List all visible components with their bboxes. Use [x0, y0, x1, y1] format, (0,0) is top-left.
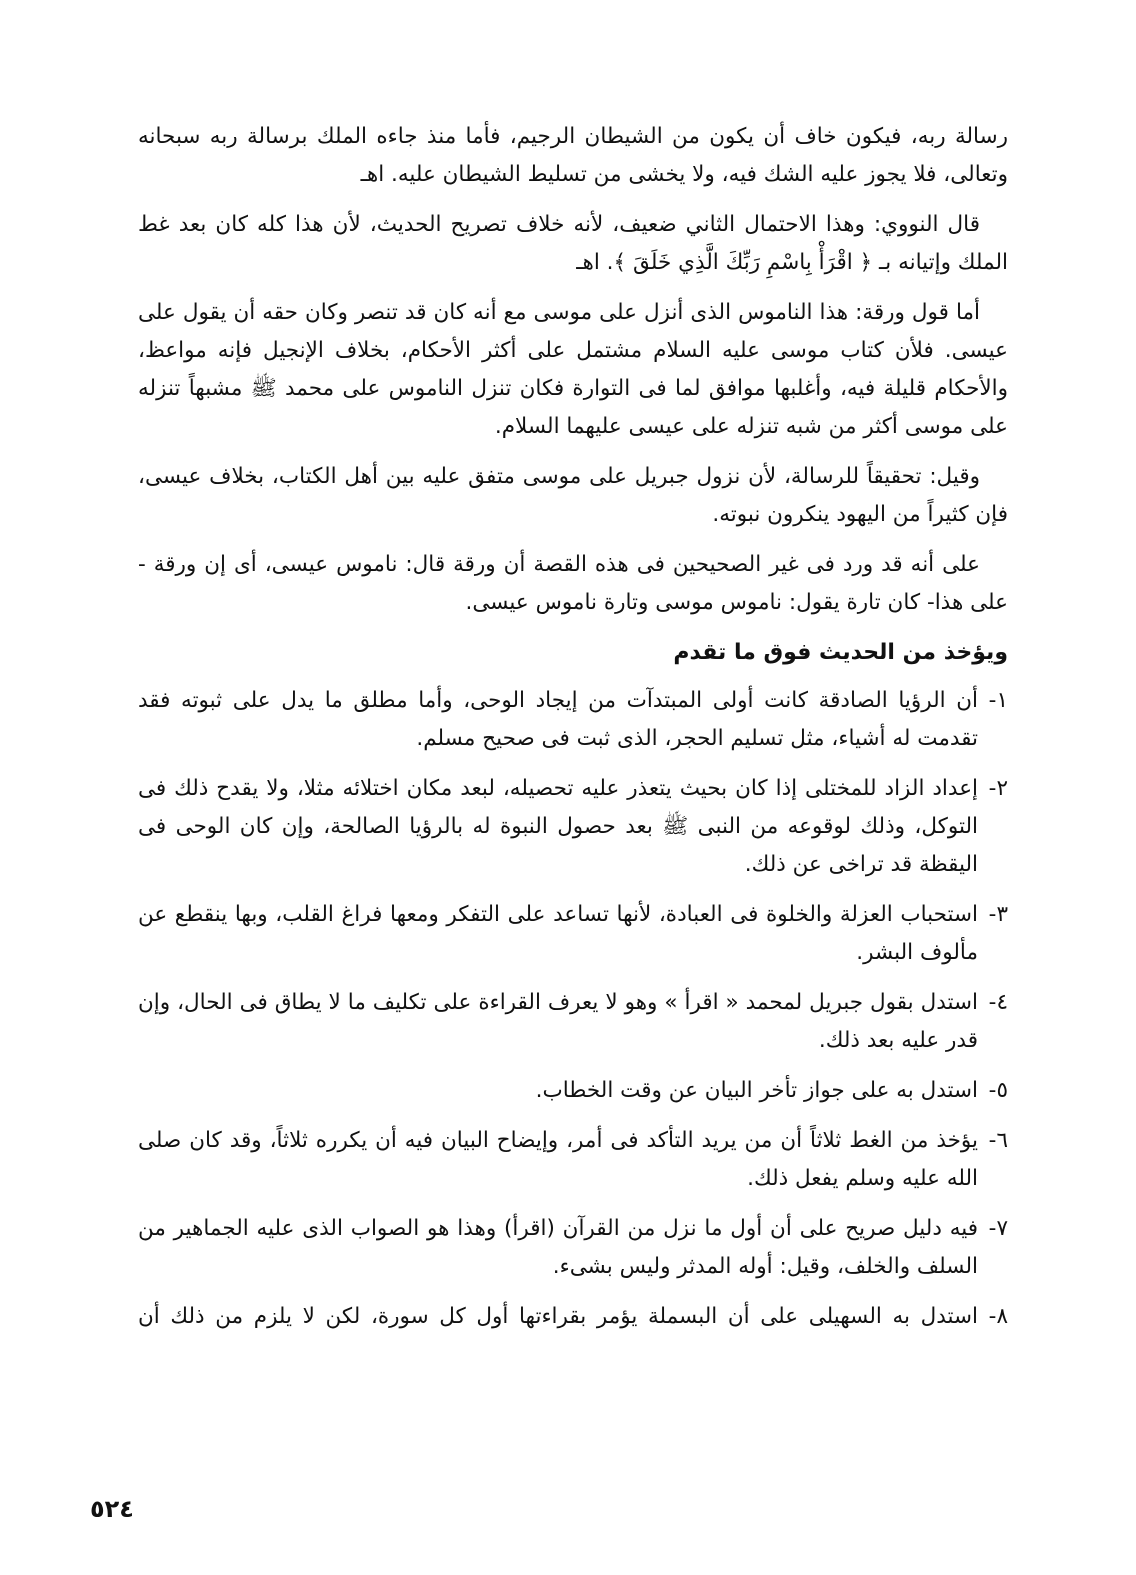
paragraph-ala-annahu: على أنه قد ورد فى غير الصحيحين فى هذه القصة أن ورقة قال: ناموس عيسى، أى إن ورقة - على هذا- كان تارة يقول: ناموس موسى وتارة ناموس عيسى. [138, 552, 1008, 615]
list-item [138, 984, 1008, 1060]
list-item-number: ٧- [988, 1216, 1008, 1241]
list-item-number: ٢- [988, 776, 1008, 801]
list-item-number: ٥- [988, 1078, 1008, 1103]
list-item [138, 1210, 1008, 1286]
list-item [138, 1072, 1008, 1110]
list-item-number: ٤- [988, 990, 1008, 1015]
paragraph-nawawi: قال النووي: وهذا الاحتمال الثاني ضعيف، لأنه خلاف تصريح الحديث، لأن هذا كله كان بعد غط الملك وإتيانه بـ ﴿ اقْرَأْ بِاسْمِ رَبِّكَ الَّذِي خَلَقَ ﴾. اهـ [138, 212, 1008, 275]
list-item-text: استدل بقول جبريل لمحمد « اقرأ » وهو لا يعرف القراءة على تكليف ما لا يطاق فى الحال، وإن قدر عليه بعد ذلك. [138, 990, 978, 1053]
list-item-text: أن الرؤيا الصادقة كانت أولى المبتدآت من إيجاد الوحى، وأما مطلق ما يدل على ثبوته فقد تقدمت له أشياء، مثل تسليم الحجر، الذى ثبت فى صحيح مسلم. [138, 688, 978, 751]
paragraph-qila: وقيل: تحقيقاً للرسالة، لأن نزول جبريل على موسى متفق عليه بين أهل الكتاب، بخلاف عيسى، فإن كثيراً من اليهود ينكرون نبوته. [138, 464, 1008, 527]
list-item-number: ١- [988, 688, 1008, 713]
list-item [138, 770, 1008, 884]
paragraph-waraqa: أما قول ورقة: هذا الناموس الذى أنزل على موسى مع أنه كان قد تنصر وكان حقه أن يقول على عيسى. فلأن كتاب موسى عليه السلام مشتمل على أكثر الأحكام، بخلاف الإنجيل فإنه مواعظ، والأحكام قليلة فيه، وأغلبها موافق لما فى التوارة فكان تنزل الناموس على محمد ﷺ مشبهاً تنزله على موسى أكثر من شبه تنزله على عيسى عليهما السلام. [138, 300, 1008, 439]
list-item-text: إعداد الزاد للمختلى إذا كان بحيث يتعذر عليه تحصيله، لبعد مكان اختلائه مثلا، ولا يقدح ذلك فى التوكل، وذلك لوقوعه من النبى ﷺ بعد حصول النبوة له بالرؤيا الصالحة، وإن كان الوحى فى اليقظة قد تراخى عن ذلك. [138, 776, 978, 877]
list-item-number: ٨- [988, 1304, 1008, 1329]
paragraph-continuation: رسالة ربه، فيكون خاف أن يكون من الشيطان الرجيم، فأما منذ جاءه الملك برسالة ربه سبحانه وتعالى، فلا يجوز عليه الشك فيه، ولا يخشى من تسليط الشيطان عليه. اهـ [138, 124, 1008, 187]
list-item [138, 1122, 1008, 1198]
list-item-number: ٣- [988, 902, 1008, 927]
page-number: ٥٢٤ [90, 1495, 134, 1523]
list-item-text: فيه دليل صريح على أن أول ما نزل من القرآن (اقرأ) وهذا هو الصواب الذى عليه الجماهير من السلف والخلف، وقيل: أوله المدثر وليس بشىء. [138, 1216, 978, 1279]
section-heading: ويؤخذ من الحديث فوق ما تقدم [673, 640, 1008, 665]
list-item [138, 896, 1008, 972]
list-item-text: استحباب العزلة والخلوة فى العبادة، لأنها تساعد على التفكر ومعها فراغ القلب، وبها ينقطع عن مألوف البشر. [138, 902, 978, 965]
list-item-number: ٦- [988, 1128, 1008, 1153]
list-item [138, 682, 1008, 758]
list-item-text: يؤخذ من الغط ثلاثاً أن من يريد التأكد فى أمر، وإيضاح البيان فيه أن يكرره ثلاثاً، وقد كان صلى الله عليه وسلم يفعل ذلك. [138, 1128, 978, 1191]
list-item-text: استدل به السهيلى على أن البسملة يؤمر بقراءتها أول كل سورة، لكن لا يلزم من ذلك أن [138, 1304, 978, 1329]
list-item [138, 1298, 1008, 1336]
list-item-text: استدل به على جواز تأخر البيان عن وقت الخطاب. [535, 1078, 978, 1103]
